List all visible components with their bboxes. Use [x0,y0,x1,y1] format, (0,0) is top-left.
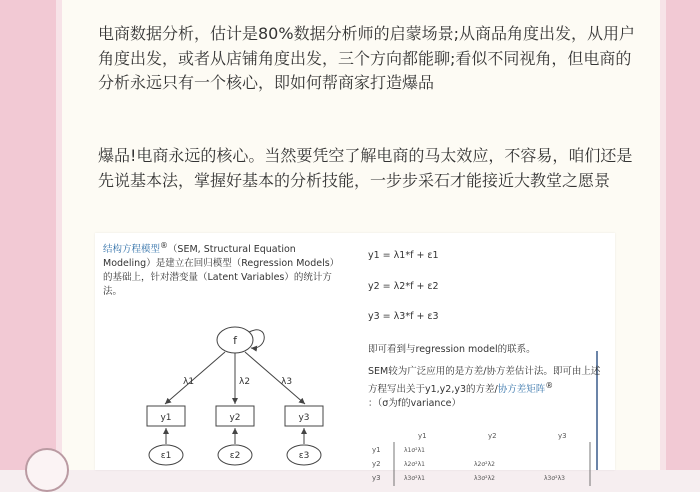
matrix-header-y3: y3 [558,432,567,440]
sem-term-sup: ® [160,241,168,250]
paragraph-hot-product: 爆品!电商永远的核心。当然要凭空了解电商的马太效应，不容易，咱们还是先说基本法，掌握好基本的分析技能，一步步采石才能接近大教堂之愿景 [98,146,633,190]
loading-path-3 [245,352,305,404]
matrix-cell-2-1: λ2σ²λ1 [404,461,425,468]
matrix-cell-3-2: λ3σ²λ2 [474,475,495,482]
loading-path-1 [165,352,225,404]
sem-path-diagram [135,318,335,468]
embedded-sem-screenshot [95,233,615,482]
equation-y3: y3 = λ3*f + ε3 [368,311,439,322]
variance-note: ：（σ为f的variance） [368,398,462,410]
observed-label-1: y1 [160,413,172,423]
factor-label: f [233,334,237,347]
observed-label-3: y3 [298,413,310,423]
regression-note: 即可看到与regression model的联系。 [368,344,536,355]
matrix-cell-3-3: λ3σ²λ3 [544,475,565,482]
covariance-matrix [368,428,598,488]
equation-y1: y1 = λ1*f + ε1 [368,250,439,261]
cov-matrix-sup: ® [545,381,554,390]
left-decorative-border [0,0,62,470]
sem-description: （SEM, Structural Equation Modeling）是建立在回归模型（Regression Models）的基础上，针对潜变量（Latent Variables）的统计方法。 [103,244,340,298]
loading-label-1: λ1 [183,377,195,387]
equation-y2: y2 = λ2*f + ε2 [368,281,439,292]
error-label-1: ε1 [160,451,172,461]
covariance-explanation [368,365,608,411]
loading-label-2: λ2 [239,377,251,387]
matrix-header-y2: y2 [488,432,497,440]
cov-matrix-link[interactable]: 协方差矩阵 [497,384,546,396]
matrix-row-label-2: y2 [372,460,381,468]
observed-label-2: y2 [229,413,241,423]
matrix-cell-3-1: λ3σ²λ1 [404,475,425,482]
sem-compare-text: SEM较为广泛应用的是方差/协方差估计法。即可由上述方程写出关于y1,y2,y3的方差/ [368,366,601,396]
error-label-3: ε3 [298,451,310,461]
matrix-cell-2-2: λ2σ²λ2 [474,461,495,468]
error-label-2: ε2 [229,451,241,461]
loading-label-3: λ3 [281,377,293,387]
sem-term-link[interactable]: 结构方程模型 [103,244,161,256]
matrix-cell-1-1: λ1σ²λ1 [404,447,425,454]
matrix-row-label-1: y1 [372,446,381,454]
matrix-row-label-3: y3 [372,474,381,482]
paragraph-ecommerce-intro: 电商数据分析，估计是80%数据分析师的启蒙场景;从商品角度出发，从用户角度出发，或者从店铺角度出发，三个方向都能聊;看似不同视角，但电商的分析永远只有一个核心，即如何帮商家打造爆品 [98,24,635,92]
article-content [62,0,660,482]
matrix-header-y1: y1 [418,432,427,440]
right-decorative-border [660,0,700,470]
sem-definition [103,239,343,299]
decorative-circle-stamp [25,448,69,492]
